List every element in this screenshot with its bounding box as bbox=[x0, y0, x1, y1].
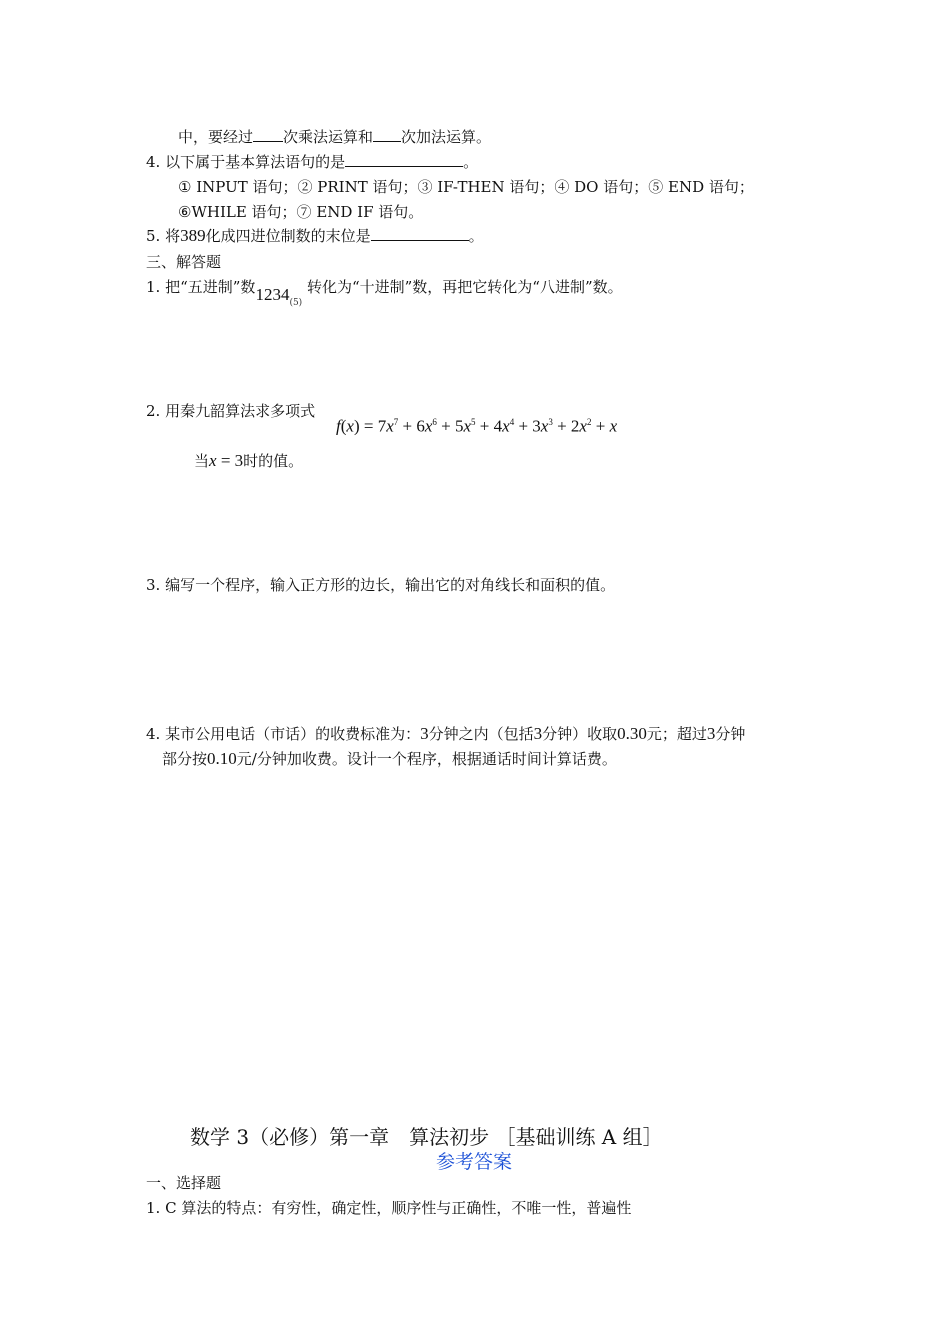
fill-q5: 5. 将389化成四进位制数的末位是 。 bbox=[146, 226, 484, 245]
answer-key-subtitle: 参考答案 bbox=[436, 1151, 513, 1173]
solve-q4-line2: 部分按0.10元/分钟加收费。设计一个程序，根据通话时间计算话费。 bbox=[162, 749, 617, 768]
solve-q2: 2. 用秦九韶算法求多项式 bbox=[146, 402, 316, 420]
answer-key-title: 数学 3（必修）第一章 算法初步 ［基础训练 A 组］ bbox=[190, 1125, 663, 1149]
section-heading: 三、解答题 bbox=[146, 253, 222, 271]
answer-item-1: 1. C 算法的特点：有穷性，确定性，顺序性与正确性，不唯一性，普遍性 bbox=[146, 1199, 632, 1217]
answer-blank bbox=[373, 127, 401, 142]
solve-q4-line1: 4. 某市公用电话（市话）的收费标准为：3分钟之内（包括3分钟）收取0.30元；超过3分钟 bbox=[146, 724, 746, 743]
polynomial-formula: $f(x) = 7x^7 + 6x^6 + 5x^5 + 4x^4 + 3x^3 + 2x^2 + x$ bbox=[336, 416, 618, 436]
q3-continuation: 中，要经过 次乘法运算和 次加法运算。 bbox=[178, 128, 492, 146]
solve-q2-condition: 当x = 3时的值。 bbox=[194, 451, 304, 470]
solve-q3: 3. 编写一个程序，输入正方形的边长，输出它的对角线长和面积的值。 bbox=[146, 576, 616, 594]
fill-q4: 4. 以下属于基本算法语句的是 。 bbox=[146, 153, 479, 171]
fill-q4-options-2: ⑥WHILE 语句；⑦ END IF 语句。 bbox=[178, 203, 424, 221]
answer-blank bbox=[345, 152, 463, 167]
answer-blank bbox=[371, 226, 469, 241]
solve-q1: 1. 把“五进制”数$1234_{(5)}$ 转化为“十进制”数，再把它转化为“八进制”数。 bbox=[146, 278, 623, 308]
answer-blank bbox=[253, 127, 283, 142]
fill-q4-options-1: ① INPUT 语句；② PRINT 语句；③ IF-THEN 语句；④ DO 语句；⑤ END 语句； bbox=[178, 178, 754, 196]
answer-section-heading: 一、选择题 bbox=[146, 1174, 222, 1192]
